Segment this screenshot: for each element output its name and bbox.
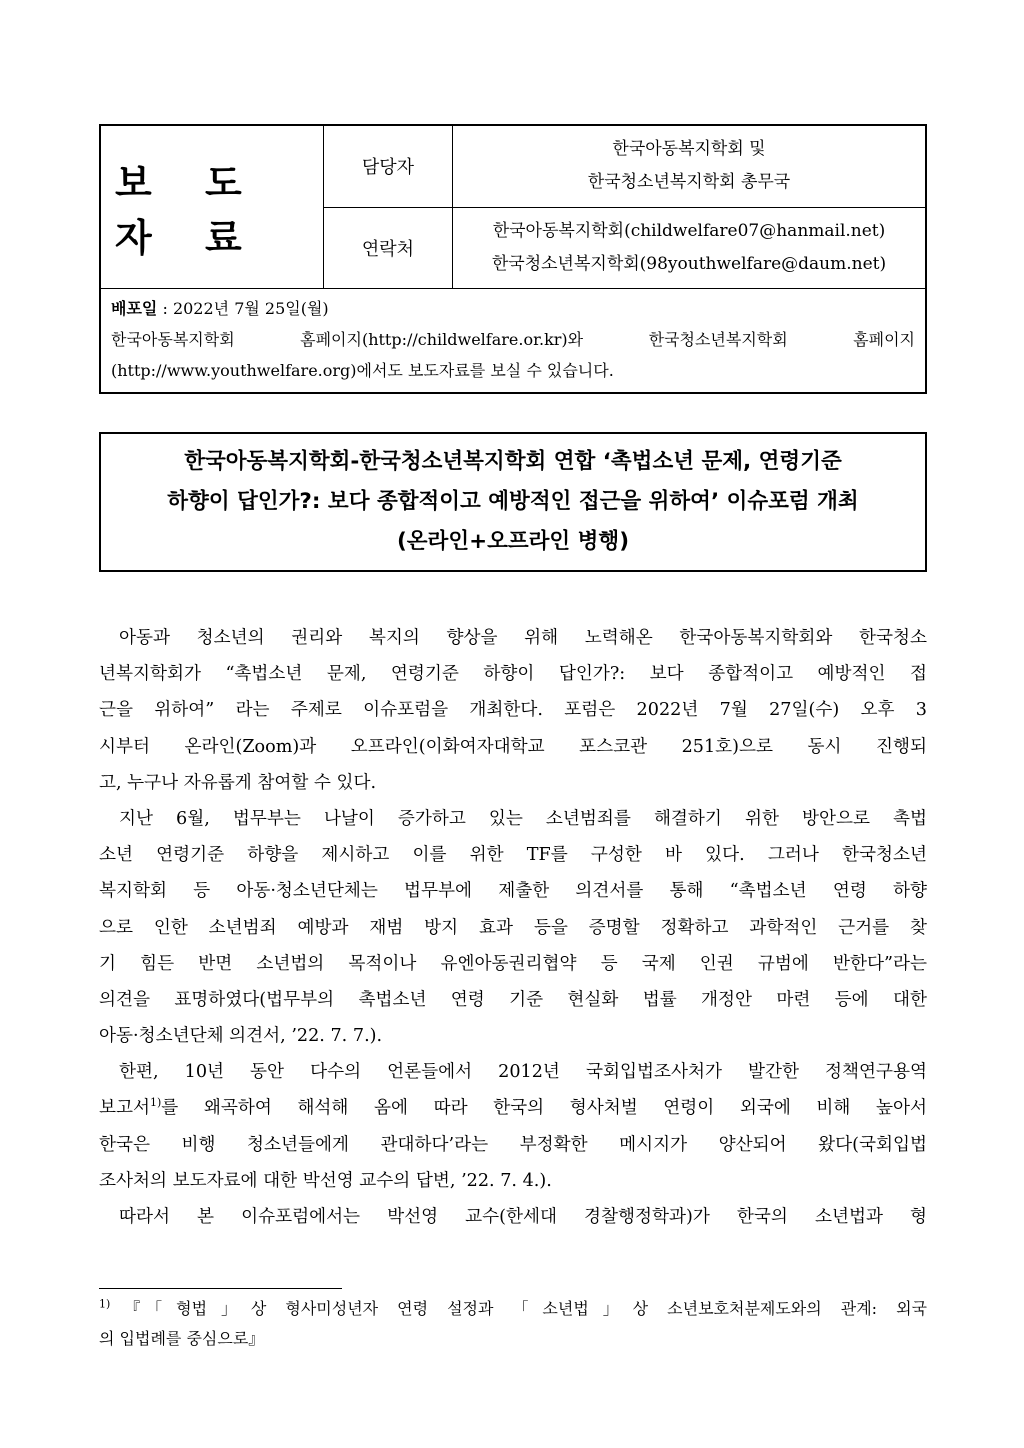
body-text-span: 보고서: [99, 1098, 150, 1119]
contact-person-line: 한국아동복지학회 및: [612, 139, 766, 160]
body-line: 복지학회 등 아동·청소년단체는 법무부에 제출한 의견서를 통해 “촉법소년 연령 하향: [99, 881, 927, 902]
contact-person-line: 한국청소년복지학회 총무국: [587, 172, 791, 193]
contact-person-value: [453, 126, 925, 207]
body-line: 따라서 본 이슈포럼에서는 박선영 교수(한세대 경찰행정학과)가 한국의 소년법과 형: [119, 1207, 927, 1227]
headline-line: 한국아동복지학회-한국청소년복지학회 연합 ‘촉법소년 문제, 연령기준: [184, 449, 842, 474]
body-line: 기 힘든 반면 소년법의 목적이나 유엔아동권리협약 등 국제 인권 규범에 반한다”라는: [99, 953, 927, 974]
footnote-text: 『「형법」상 형사미성년자 연령 설정과 「소년법」상 소년보호처분제도와의 관계: 외국: [110, 1299, 927, 1318]
contact-info-value: [453, 208, 925, 289]
body-text: [99, 620, 927, 1235]
footnote-line: [99, 1294, 927, 1324]
footnote-line: 의 입법례를 중심으로』: [99, 1329, 265, 1348]
contact-info-row: [324, 207, 925, 289]
contact-info-label: 연락처: [324, 208, 453, 289]
contact-person-label: 담당자: [324, 126, 453, 207]
footnote-mark: 1): [99, 1297, 111, 1311]
body-line: 조사처의 보도자료에 대한 박선영 교수의 답변, ’22. 7. 4.).: [99, 1170, 552, 1191]
body-line: 아동·청소년단체 의견서, ’22. 7. 7.).: [99, 1026, 383, 1047]
body-line: 한국은 비행 청소년들에게 관대하다’라는 부정확한 메시지가 양산되어 왔다(국회입법: [99, 1134, 927, 1155]
body-line: 지난 6월, 법무부는 나날이 증가하고 있는 소년범죄를 해결하기 위한 방안으로 촉법: [119, 808, 927, 829]
footnote-reference: 1): [150, 1096, 162, 1110]
body-line: 의견을 표명하였다(법무부의 촉법소년 연령 기준 현실화 법률 개정안 마련 등에 대한: [99, 989, 927, 1010]
contact-person-row: [324, 126, 925, 207]
headline-line: 하향이 답인가?: 보다 종합적이고 예방적인 접근을 위하여’ 이슈포럼 개최: [167, 489, 859, 514]
body-line: 아동과 청소년의 권리와 복지의 향상을 위해 노력해온 한국아동복지학회와 한국청소: [119, 628, 927, 648]
headline-box: [99, 432, 927, 572]
release-date-line: [111, 293, 915, 324]
headline-line: (온라인+오프라인 병행): [396, 529, 630, 554]
release-info: [101, 289, 925, 392]
footnote-divider: [99, 1288, 342, 1289]
body-line: 으로 인한 소년범죄 예방과 재범 방지 효과 등을 증명할 정확하고 과학적인 근거를 찾: [99, 917, 927, 938]
homepage-line: 한국아동복지학회 홈페이지(http://childwelfare.or.kr)와 한국청소년복지학회 홈페이지: [111, 330, 915, 349]
body-line: 소년 연령기준 하향을 제시하고 이를 위한 TF를 구성한 바 있다. 그러나 한국청소년: [99, 845, 927, 866]
release-date: : 2022년 7월 25일(월): [157, 299, 329, 318]
press-release-title-cell: [101, 126, 324, 288]
contact-email-line: 한국아동복지학회(childwelfare07@hanmail.net): [492, 220, 886, 241]
body-line: 년복지학회가 “촉법소년 문제, 연령기준 하향이 답인가?: 보다 종합적이고 예방적인 접: [99, 664, 927, 685]
homepage-line: (http://www.youthwelfare.org)에서도 보도자료를 보실 수 있습니다.: [111, 361, 614, 380]
body-line: 한편, 10년 동안 다수의 언론들에서 2012년 국회입법조사처가 발간한 정책연구용역: [119, 1062, 927, 1083]
press-header-table: [99, 124, 927, 394]
body-line: 근을 위하여” 라는 주제로 이슈포럼을 개최한다. 포럼은 2022년 7월 27일(수) 오후 3: [99, 700, 927, 721]
contact-email-line: 한국청소년복지학회(98youthwelfare@daum.net): [491, 253, 887, 274]
body-line: 시부터 온라인(Zoom)과 오프라인(이화여자대학교 포스코관 251호)으로 동시 진행되: [99, 736, 927, 757]
body-line: 고, 누구나 자유롭게 참여할 수 있다.: [99, 772, 377, 793]
press-release-title: 보 도 자 료: [115, 161, 262, 260]
release-date-label: 배포일: [111, 299, 158, 318]
footnote: [99, 1294, 927, 1354]
body-line: [99, 1090, 927, 1126]
body-text-span: 를 왜곡하여 해석해 옴에 따라 한국의 형사처벌 연령이 외국에 비해 높아서: [161, 1098, 927, 1119]
